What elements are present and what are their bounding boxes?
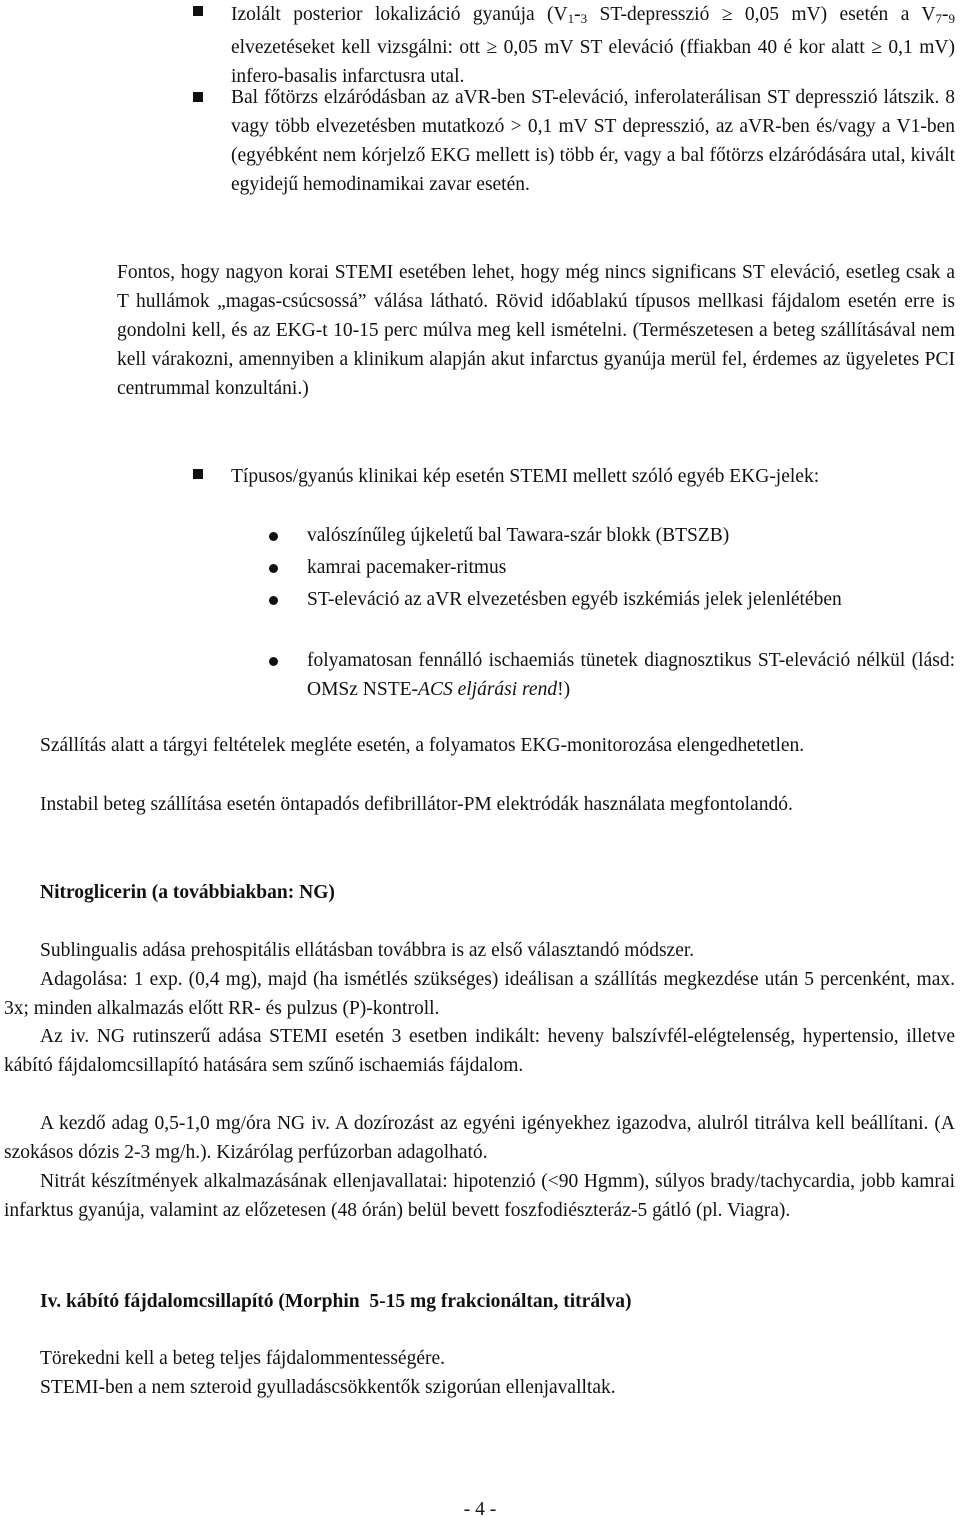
round-bullet-icon [269, 596, 278, 605]
paragraph-morphin-painfree: Törekedni kell a beteg teljes fájdalommentességére. [40, 1348, 445, 1369]
paragraph-ng-iv-indication: Az iv. NG rutinszerű adása STEMI esetén 3 esetben indikált: heveny balszívfél-elégtelenség, hypertensio, illetve kábító fájdalomcsillapító hatására sem szűnő ischaemiás fájdalom. [4, 1026, 955, 1076]
section-heading-morphin: Iv. kábító fájdalomcsillapító (Morphin 5-15 mg frakcionáltan, titrálva) [40, 1291, 632, 1312]
paragraph-transport-monitoring: Szállítás alatt a tárgyi feltételek megléte esetén, a folyamatos EKG-monitorozása elengedhetetlen. [40, 735, 805, 756]
square-bullet-icon [193, 6, 203, 16]
paragraph-ng-contraindications: Nitrát készítmények alkalmazásának ellenjavallatai: hipotenzió (<90 Hgmm), súlyos brady/tachycardia, jobb kamrai infarktus gyanúja, valamint az előzetesen (48 órán) belül bevett foszfodiészteráz-5 gátló (pl. Viagra). [4, 1171, 955, 1221]
round-bullet-icon [269, 564, 278, 573]
paragraph-early-stemi: Fontos, hogy nagyon korai STEMI esetében lehet, hogy még nincs significans ST eleváció, esetleg csak a T hullámok „magas-csúcsossá” válása látható. Rövid időablakú típusos mellkasi fájdalom esetén erre is gondolni kell, és az EKG-t 10-15 perc múlva meg kell ismételni. (Természetesen a beteg szállításával nem kell várakozni, amennyiben a klinikum alapján akut infarctus gyanúja merül fel, érdemes az ügyeletes PCI centrummal konzultáni.) [117, 262, 955, 399]
paragraph-transport-defibrillator: Instabil beteg szállítása esetén öntapadós defibrillátor-PM elektródák használata megfontolandó. [40, 794, 793, 815]
round-bullet-icon [269, 657, 278, 666]
list-sign-item: valószínűleg újkeletű bal Tawara-szár blokk (BTSZB) [307, 525, 730, 546]
paragraph-ng-dosage: Adagolása: 1 exp. (0,4 mg), majd (ha ismétlés szükséges) ideálisan a szállítás megkezdése után 5 percenként, max. 3x; minden alkalmazás előtt RR- és pulzus (P)-kontroll. [4, 969, 955, 1019]
square-bullet-icon [193, 92, 203, 102]
list-item-left-main: Bal főtörzs elzáródásban az aVR-ben ST-eleváció, inferolaterálisan ST depresszió látszik. 8 vagy több elvezetésben mutatkozó > 0,1 mV ST depresszió, az aVR-ben és/vagy a V1-ben (egyébként nem kórjelző EKG mellett is) több ér, vagy a bal főtörzs elzáródására utal, kivált egyidejű hemodinamikai zavar esetén. [231, 87, 955, 195]
paragraph-morphin-nsaid: STEMI-ben a nem szteroid gyulladáscsökkentők szigorúan ellenjavalltak. [40, 1377, 616, 1398]
section-heading-nitroglicerin: Nitroglicerin (a továbbiakban: NG) [40, 882, 335, 903]
page-number: - 4 - [463, 1499, 497, 1520]
round-bullet-icon [269, 532, 278, 541]
list-sign-item: kamrai pacemaker-ritmus [307, 557, 507, 578]
list-sign-item: folyamatosan fennálló ischaemiás tünetek diagnosztikus ST-eleváció nélkül (lásd: OMSz NSTE-ACS eljárási rend!) [307, 650, 955, 700]
square-bullet-icon [193, 469, 203, 479]
list-sign-item: ST-eleváció az aVR elvezetésben egyéb iszkémiás jelek jelenlétében [307, 589, 842, 610]
list-signs-title: Típusos/gyanús klinikai kép esetén STEMI mellett szóló egyéb EKG-jelek: [231, 466, 820, 487]
paragraph-ng-sublingual: Sublingualis adása prehospitális ellátásban továbbra is az első választandó módszer. [40, 940, 695, 961]
list-item-posterior: Izolált posterior lokalizáció gyanúja ($V_1-_3$ ST-depresszió ≥ 0,05 mV) esetén a $V_7-_9$ elvezetéseket kell vizsgálni: ott ≥ 0,05 mV ST eleváció (ffiakban 40 é kor alatt ≥ 0,1 mV) infero-basalis infarctusra utal. [231, 4, 955, 87]
paragraph-ng-initial-dose: A kezdő adag 0,5-1,0 mg/óra NG iv. A dozírozást az egyéni igényekhez igazodva, alulról titrálva kell beállítani. (A szokásos dózis 2-3 mg/h.). Kizárólag perfúzorban adagolható. [4, 1113, 955, 1163]
